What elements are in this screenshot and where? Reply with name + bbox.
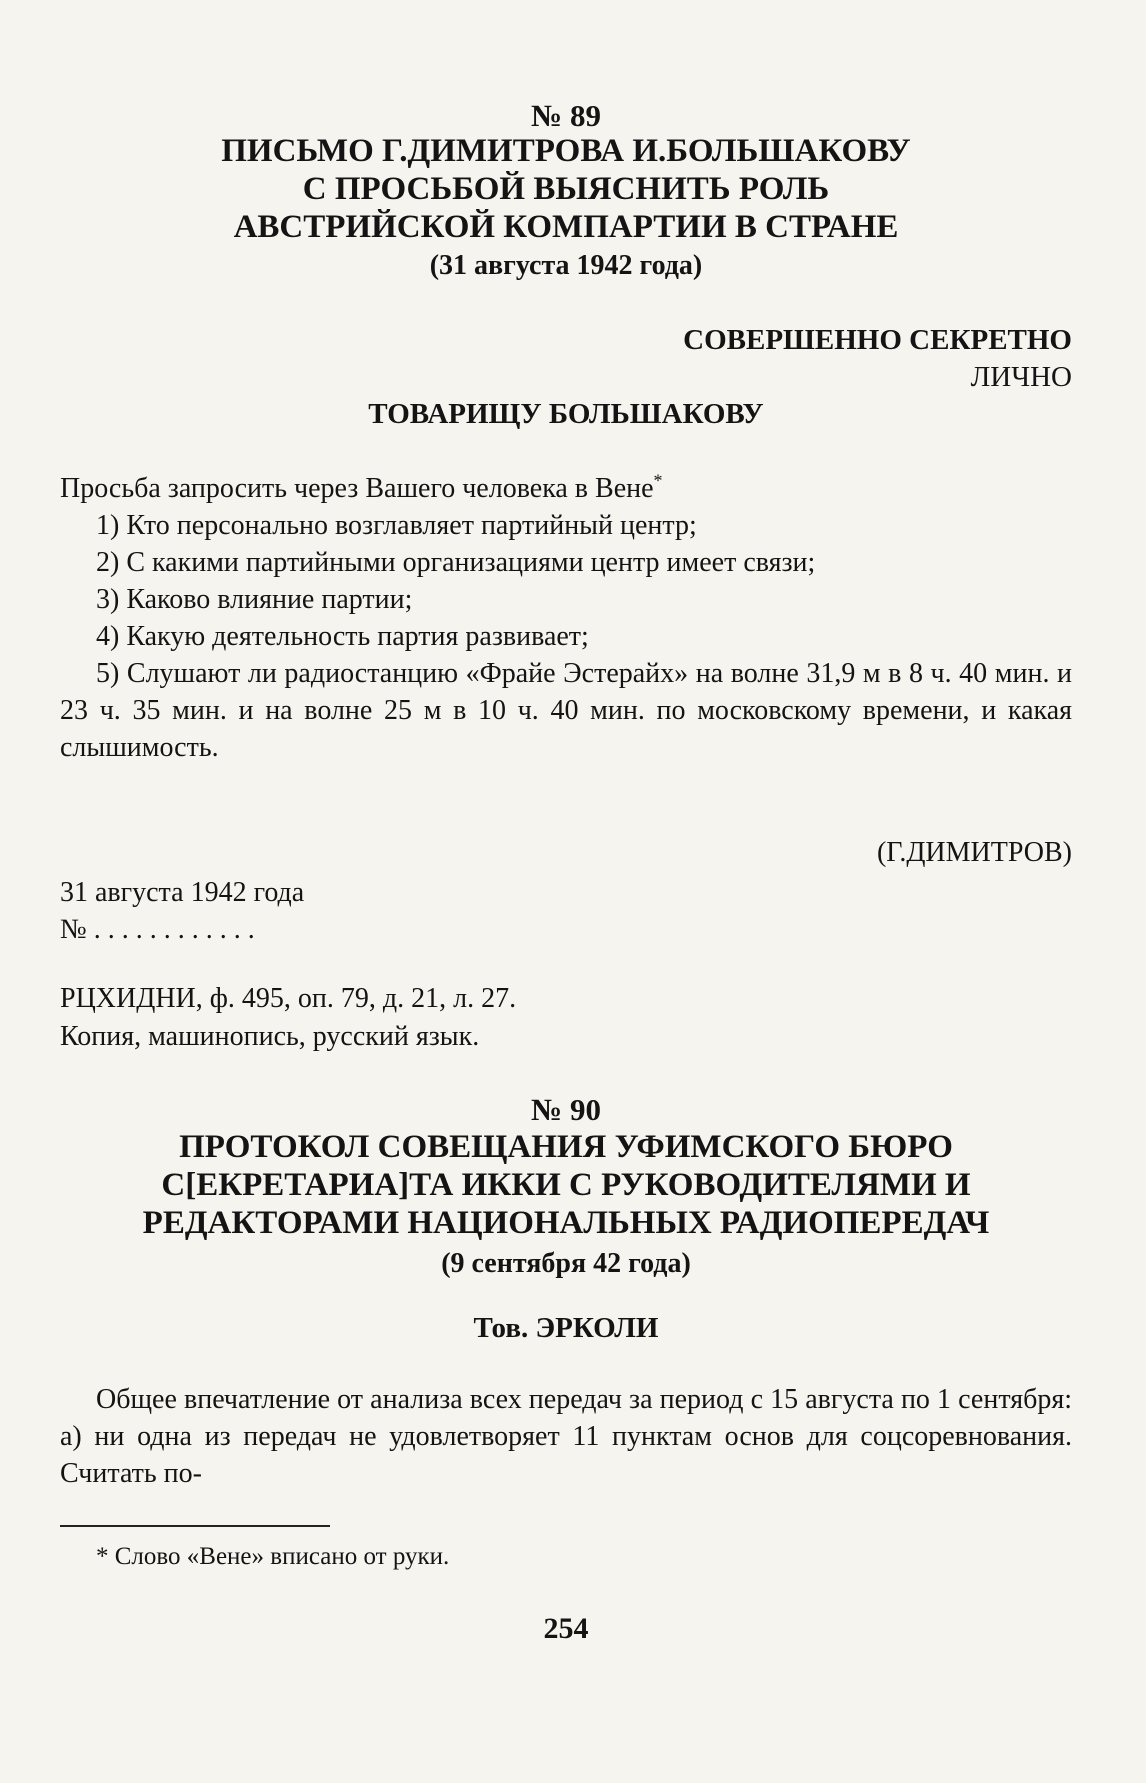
page-number: 254 xyxy=(543,1612,589,1645)
doc89-item: 4) Какую деятельность партия развивает; xyxy=(96,621,589,652)
doc89-item: 5) Слушают ли радиостанцию «Фрайе Эстерайх» на волне 31,9 м в 8 ч. 40 мин. и 23 ч. 35 мин. и на волне 25 м в 10 ч. 40 мин. по московскому времени, и какая слышимость. xyxy=(60,658,1072,763)
doc89-title xyxy=(60,132,1072,246)
doc89-item: 3) Каково влияние партии; xyxy=(96,584,413,615)
doc90-paragraph: Общее впечатление от анализа всех передач за период с 15 августа по 1 сентября: а) ни одна из передач не удовлетворяет 11 пунктам основ для соцсоревнования. Считать по- xyxy=(60,1384,1072,1489)
doc89-body xyxy=(60,470,1072,766)
doc89-personal: ЛИЧНО xyxy=(970,361,1072,393)
doc89-title-line: АВСТРИЙСКОЙ КОМПАРТИИ В СТРАНЕ xyxy=(233,209,899,245)
footnote-divider xyxy=(60,1525,330,1527)
doc89-classification: СОВЕРШЕННО СЕКРЕТНО xyxy=(683,324,1072,356)
doc89-date: (31 августа 1942 года) xyxy=(429,250,703,281)
doc89-title-line: С ПРОСЬБОЙ ВЫЯСНИТЬ РОЛЬ xyxy=(302,171,830,207)
doc89-outgoing-number: № . . . . . . . . . . . . xyxy=(60,914,255,945)
doc89-addressee: ТОВАРИЩУ БОЛЬШАКОВУ xyxy=(368,398,764,430)
footnote: * Слово «Вене» вписано от руки. xyxy=(96,1543,450,1570)
doc89-copy-note: Копия, машинопись, русский язык. xyxy=(60,1021,480,1052)
doc89-signature: (Г.ДИМИТРОВ) xyxy=(876,837,1072,868)
doc90-speaker: Тов. ЭРКОЛИ xyxy=(473,1312,659,1344)
doc89-number: № 89 xyxy=(531,98,601,133)
doc90-title-line: РЕДАКТОРАМИ НАЦИОНАЛЬНЫХ РАДИОПЕРЕДАЧ xyxy=(142,1205,990,1241)
doc89-intro: Просьба запросить через Вашего человека в Вене xyxy=(60,473,654,504)
doc90-body xyxy=(60,1381,1072,1492)
footnote-marker: * xyxy=(653,470,663,491)
doc90-title-line: С[ЕКРЕТАРИА]ТА ИККИ С РУКОВОДИТЕЛЯМИ И xyxy=(161,1167,971,1203)
doc89-title-line: ПИСЬМО Г.ДИМИТРОВА И.БОЛЬШАКОВУ xyxy=(221,133,911,169)
document-page xyxy=(60,0,1072,1783)
doc90-title xyxy=(60,1128,1072,1242)
doc89-archive-ref: РЦХИДНИ, ф. 495, оп. 79, д. 21, л. 27. xyxy=(60,983,517,1014)
doc90-date: (9 сентября 42 года) xyxy=(441,1248,691,1279)
doc89-item: 2) С какими партийными организациями центр имеет связи; xyxy=(96,547,816,578)
doc90-number: № 90 xyxy=(531,1092,601,1127)
doc89-sign-date: 31 августа 1942 года xyxy=(60,877,305,908)
doc89-item: 1) Кто персонально возглавляет партийный центр; xyxy=(96,510,697,541)
doc90-title-line: ПРОТОКОЛ СОВЕЩАНИЯ УФИМСКОГО БЮРО xyxy=(179,1129,953,1165)
